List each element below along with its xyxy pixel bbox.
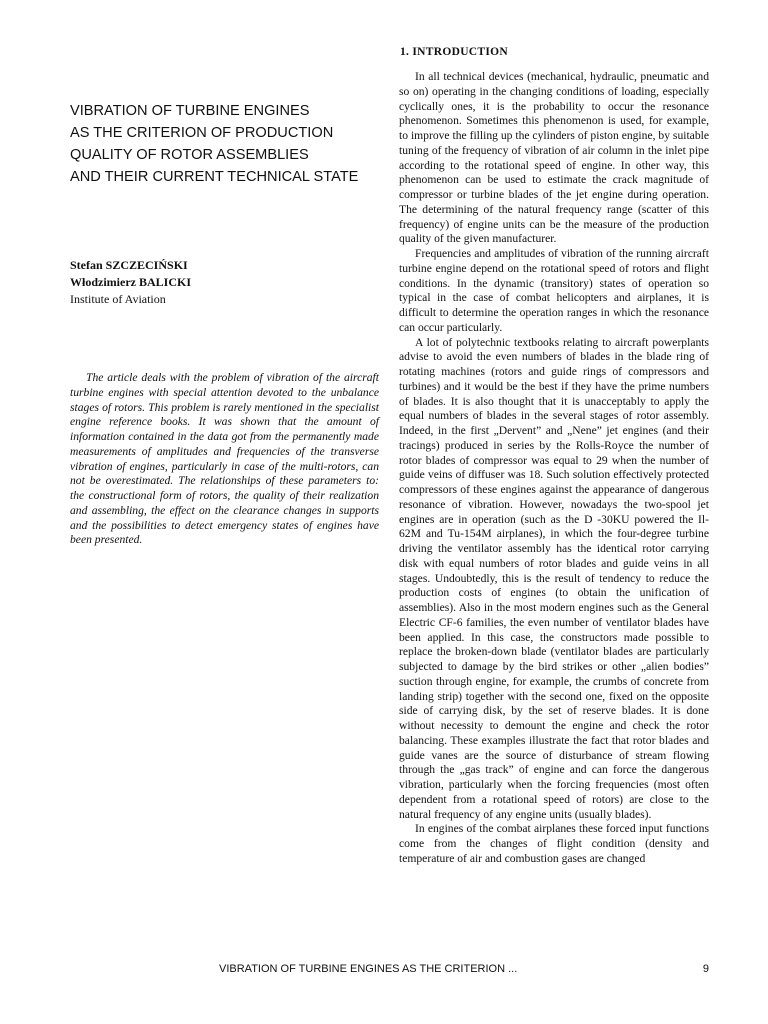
title-line: VIBRATION OF TURBINE ENGINES xyxy=(70,103,310,119)
article-title xyxy=(70,100,390,188)
body-paragraph: Frequencies and amplitudes of vibration of the running aircraft turbine engine depend on the rotational speed of rotors and flight conditions. In the dynamic (transitory) states of operation so typical in the case of combat helicopters and airplanes, it is difficult to determine the operation ranges in which the resonance can occur particularly. xyxy=(399,247,709,334)
author-name: Stefan SZCZECIŃSKI xyxy=(70,258,188,272)
author-institution: Institute of Aviation xyxy=(70,292,166,306)
title-line: AS THE CRITERION OF PRODUCTION xyxy=(70,125,334,141)
abstract: The article deals with the problem of vibration of the aircraft turbine engines with special attention devoted to the unbalance stages of rotors. This problem is rarely mentioned in the specialist engine reference books. It was shown that the amount of information contained in the data got from the permanently made measurements of amplitudes and frequencies of the transverse vibration of engines, particularly in case of the multi-rotors, can not be overestimated. The relationships of these parameters to: the constructional form of rotors, the quality of their realization and assembling, the effect on the clearance changes in supports and the possibilities to detect emergency states of engines have been presented. xyxy=(70,371,379,547)
author-block xyxy=(70,257,380,308)
title-line: AND THEIR CURRENT TECHNICAL STATE xyxy=(70,169,359,185)
body-paragraph: In all technical devices (mechanical, hydraulic, pneumatic and so on) operating in the changing conditions of loading, especially cyclically ones, it is the probability to occur the resonance phenomenon. Sometimes this phenomenon is used, for example, to improve the filling up the cylinders of piston engine, by suitable tuning of the frequency of vibration of air column in the inlet pipe according to the rotational speed of engine. In other way, this phenomenon can be used to estimate the crack magnitude of compressor or turbine blades of the jet engine during operation. The determining of the natural frequency range (scatter of this frequency) of engine units can be the measure of the production quality of the given manufacturer. xyxy=(399,70,709,246)
running-title: VIBRATION OF TURBINE ENGINES AS THE CRITERION ... xyxy=(219,963,518,975)
section-heading: 1. INTRODUCTION xyxy=(400,46,509,58)
title-line: QUALITY OF ROTOR ASSEMBLIES xyxy=(70,147,309,163)
page-number: 9 xyxy=(702,963,709,975)
body-paragraph: A lot of polytechnic textbooks relating to aircraft powerplants advise to avoid the even numbers of blades in the blade ring of rotating machines (rotors and guide rings of compressors and turbines) and it would be the best if they have the prime numbers of blades. It is also thought that it is unacceptably to apply the equal numbers of blades in the several stages of rotor assembly. Indeed, in the first „Dervent” and „Nene” jet engines (and their tracings) produced in series by the Rolls-Royce the number of rotor blades of compressor was equal to 29 when the number of guide veins of diffuser was 18. Such solution effectively protected compressors of these engines against the appearance of dangerous resonance of vibration. However, nowadays the two-spool jet engines are in operation (such as the D -30KU powered the Il-62M and Tu-154M airplanes), in which the four-degree turbine driving the ventilator assembly has the identical rotor carrying disk with equal numbers of rotor blades and guide veins in all stages. Undoubtedly, this is the result of tendency to reduce the production costs of engines (to obtain the unification of assemblies). Also in the most modern engines such as the General Electric CF-6 families, the even number of ventilator blades have been applied. In this case, the constructors made possible to replace the broken-down blade (ventilator blades are particularly subjected to damage by the bird strikes or other „alien bodies” suction through engine, for example, the crumbs of concrete from landing strip) together with the second one, fixed on the opposite side of carrying disk, by the set of reserve blades. It is done without necessity to demount the engine and check the rotor balancing. These examples illustrate the fact that rotor blades and guide vanes are the source of disturbance of stream flowing through the „gas track” of engine and can force the dangerous vibration, particularly when the forcing frequencies (most often dependent from a rotational speed of rotors) are close to the natural frequency of any engine units (usually blades). xyxy=(399,335,709,821)
body-text-column xyxy=(399,70,709,867)
body-paragraph: In engines of the combat airplanes these forced input functions come from the changes of flight condition (density and temperature of air and combustion gases are changed xyxy=(399,822,709,865)
author-name: Włodzimierz BALICKI xyxy=(70,275,191,289)
